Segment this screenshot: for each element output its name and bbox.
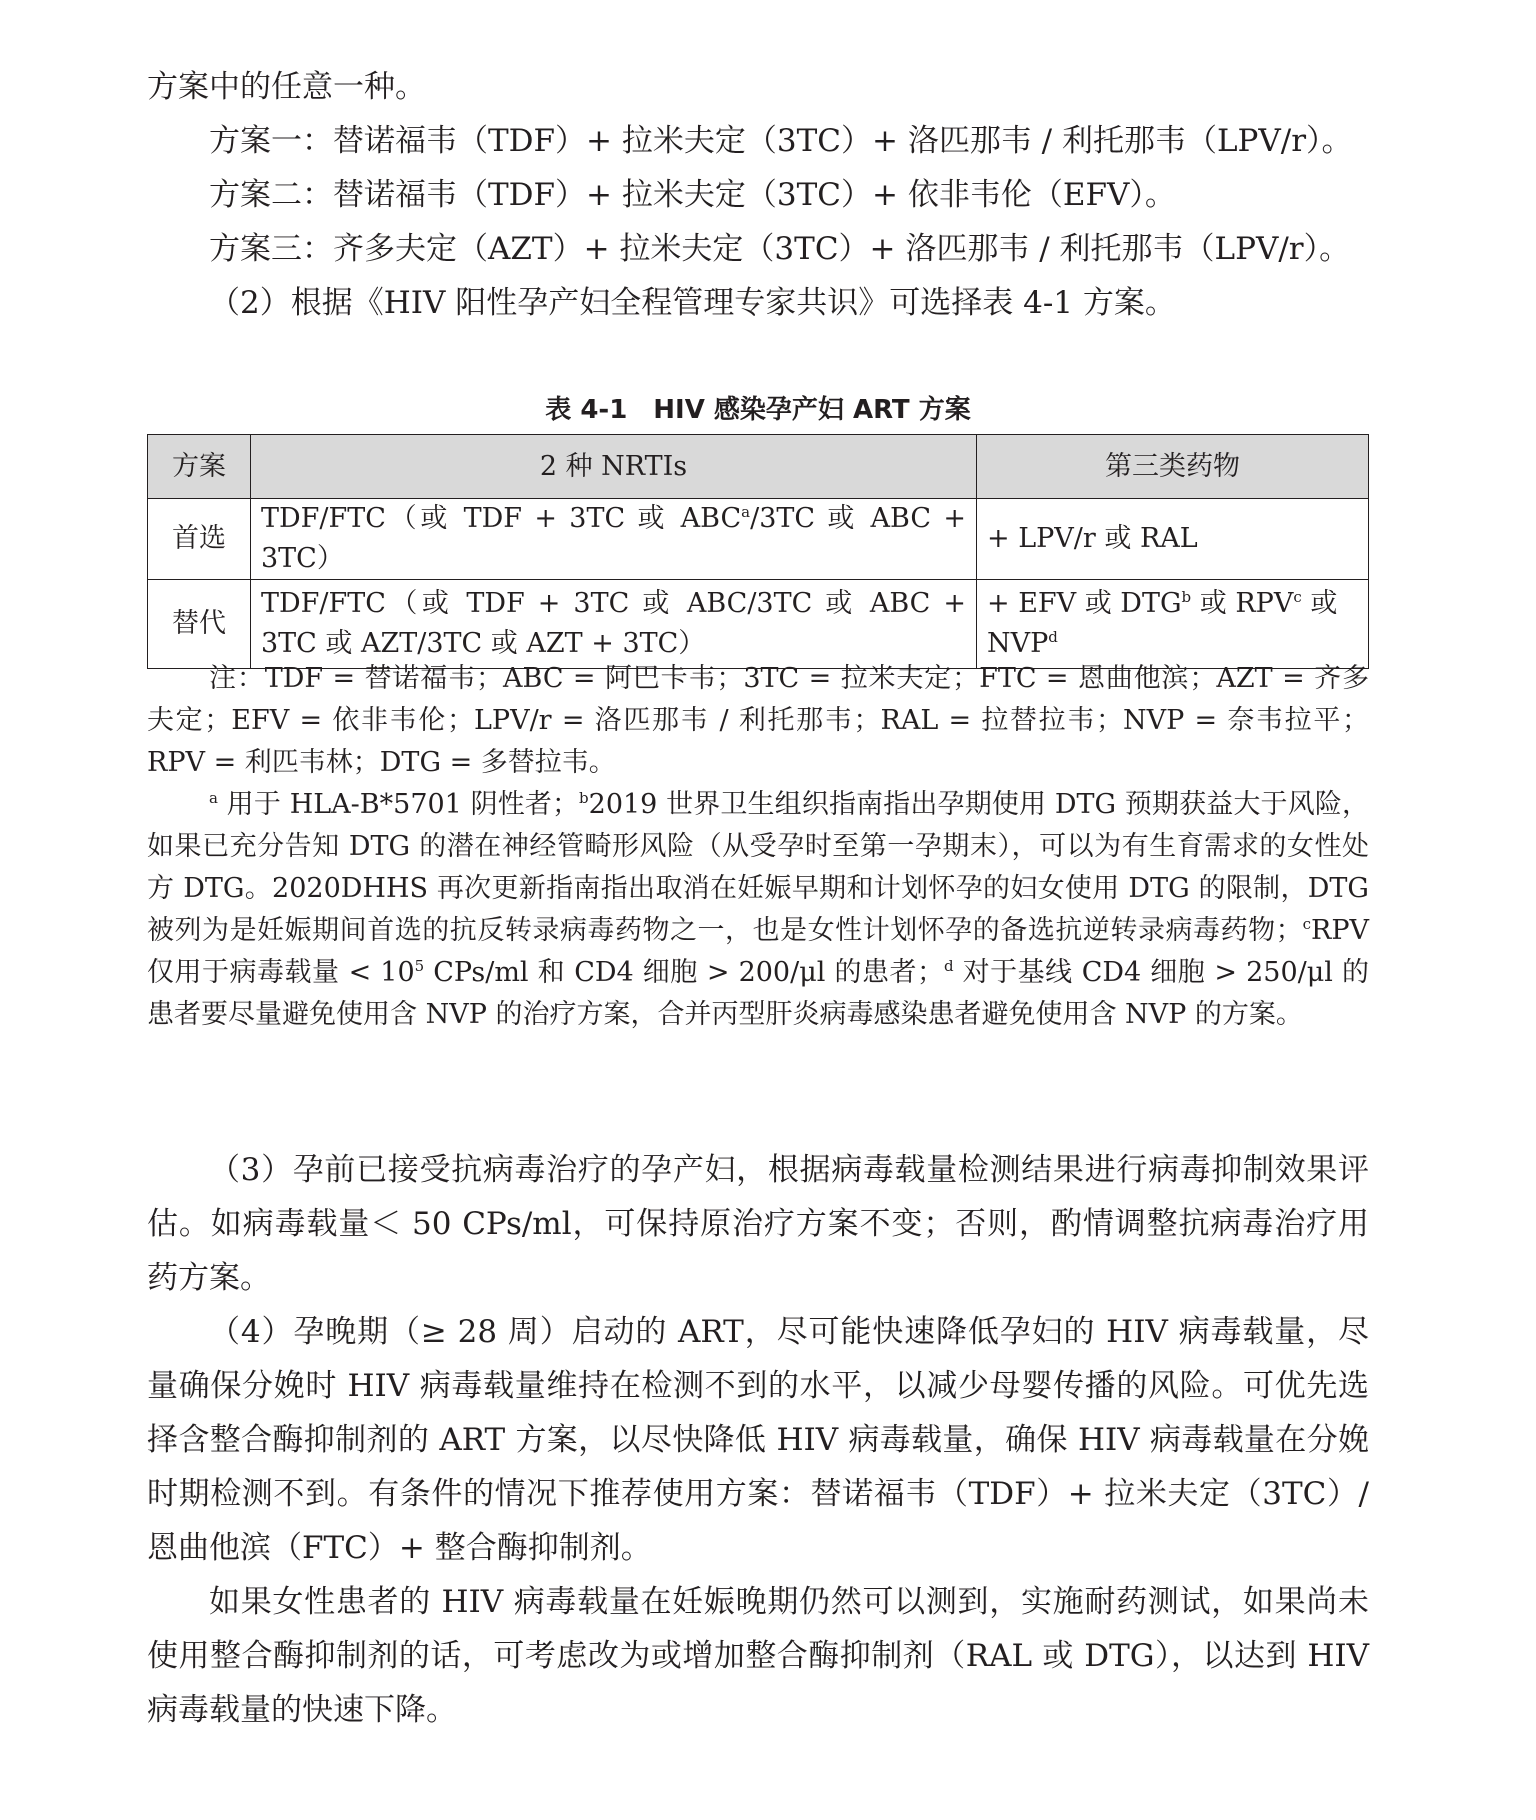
footnote-text: RPV 仅用于病毒载量 < 10: [147, 915, 1369, 988]
item-three: （3）孕前已接受抗病毒治疗的孕产妇，根据病毒载量检测结果进行病毒抑制效果评估。如病毒载量＜ 50 CPs/ml，可保持原治疗方案不变；否则，酌情调整抗病毒治疗用药方案。: [147, 1152, 1369, 1296]
header-nrtis: 2 种 NRTIs: [251, 435, 977, 499]
third-text: 或 NVP: [987, 588, 1338, 659]
footnote-mark: a: [209, 789, 218, 807]
table-row-alternative: [148, 580, 1369, 669]
footnote-text: 用于 HLA-B*5701 阴性者；: [217, 789, 580, 820]
footnote-mark: b: [1181, 588, 1192, 606]
table-notes: [147, 658, 1369, 1036]
footnote-mark: d: [943, 957, 954, 975]
third-text: + EFV 或 DTG: [987, 588, 1182, 619]
nrti-text: TDF/FTC（或 TDF + 3TC 或 ABC: [261, 503, 742, 534]
nrti-cell: TDF/FTC（或 TDF + 3TC 或 ABC/3TC 或 ABC + 3TC 或 AZT/3TC 或 AZT + 3TC）: [251, 580, 977, 669]
body-section: [147, 1143, 1369, 1737]
header-third-class: 第三类药物: [977, 435, 1369, 499]
scheme-one: 方案一：替诺福韦（TDF）+ 拉米夫定（3TC）+ 洛匹那韦 / 利托那韦（LPV/r）。: [209, 123, 1353, 159]
third-drug-cell: [977, 580, 1369, 669]
intro-line: 方案中的任意一种。: [147, 69, 426, 105]
footnote-text: CPs/ml 和 CD4 细胞 > 200/μl 的患者；: [424, 957, 944, 988]
scheme-three: 方案三：齐多夫定（AZT）+ 拉米夫定（3TC）+ 洛匹那韦 / 利托那韦（LPV/r）。: [209, 231, 1351, 267]
scheme-two: 方案二：替诺福韦（TDF）+ 拉米夫定（3TC）+ 依非韦伦（EFV）。: [209, 177, 1176, 213]
footnote-mark: b: [579, 789, 589, 807]
footnotes: [147, 784, 1369, 1036]
footnote-mark: a: [741, 503, 751, 521]
item-two: （2）根据《HIV 阳性孕产妇全程管理专家共识》可选择表 4-1 方案。: [209, 285, 1176, 321]
art-table: [147, 434, 1369, 669]
closing-paragraph: 如果女性患者的 HIV 病毒载量在妊娠晚期仍然可以测到，实施耐药测试，如果尚未使用整合酶抑制剂的话，可考虑改为或增加整合酶抑制剂（RAL 或 DTG），以达到 HIV 病毒载量的快速下降。: [147, 1584, 1369, 1728]
abbreviation-note: 注：TDF = 替诺福韦；ABC = 阿巴卡韦；3TC = 拉米夫定；FTC = 恩曲他滨；AZT = 齐多夫定；EFV = 依非韦伦；LPV/r = 洛匹那韦 / 利托那韦；RAL = 拉替拉韦；NVP = 奈韦拉平；RPV = 利匹韦林；DTG = 多替拉韦。: [147, 663, 1369, 778]
row-label: 替代: [148, 580, 251, 669]
row-label: 首选: [148, 499, 251, 580]
item-four: （4）孕晚期（≥ 28 周）启动的 ART，尽可能快速降低孕妇的 HIV 病毒载量，尽量确保分娩时 HIV 病毒载量维持在检测不到的水平，以减少母婴传播的风险。可优先选择含整合酶抑制剂的 ART 方案，以尽快降低 HIV 病毒载量，确保 HIV 病毒载量在分娩时期检测不到。有条件的情况下推荐使用方案：替诺福韦（TDF）+ 拉米夫定（3TC）/ 恩曲他滨（FTC）+ 整合酶抑制剂。: [147, 1314, 1369, 1566]
footnote-mark: c: [1293, 588, 1302, 606]
footnote-mark: d: [1048, 628, 1058, 646]
footnote-mark: c: [1302, 915, 1311, 933]
table-caption: 表 4-1 HIV 感染孕产妇 ART 方案: [545, 395, 971, 425]
nrti-cell: [251, 499, 977, 580]
header-scheme: 方案: [148, 435, 251, 499]
third-drug-cell: + LPV/r 或 RAL: [977, 499, 1369, 580]
footnote-text: 对于基线 CD4 细胞 > 250/μl 的患者要尽量避免使用含 NVP 的治疗方案，合并丙型肝炎病毒感染患者避免使用含 NVP 的方案。: [147, 957, 1369, 1030]
nrti-text: /3TC 或 ABC + 3TC）: [261, 503, 967, 574]
table-header-row: [148, 435, 1369, 499]
footnote-text: 2019 世界卫生组织指南指出孕期使用 DTG 预期获益大于风险，如果已充分告知 DTG 的潜在神经管畸形风险（从受孕时至第一孕期末），可以为有生育需求的女性处方 DTG。2020DHHS 再次更新指南指出取消在妊娠早期和计划怀孕的妇女使用 DTG 的限制，DTG 被列为是妊娠期间首选的抗反转录病毒药物之一，也是女性计划怀孕的备选抗逆转录病毒药物；: [147, 789, 1369, 946]
exponent: 5: [414, 957, 425, 975]
third-text: 或 RPV: [1191, 588, 1294, 619]
table-row-preferred: [148, 499, 1369, 580]
intro-section: [147, 60, 1369, 330]
